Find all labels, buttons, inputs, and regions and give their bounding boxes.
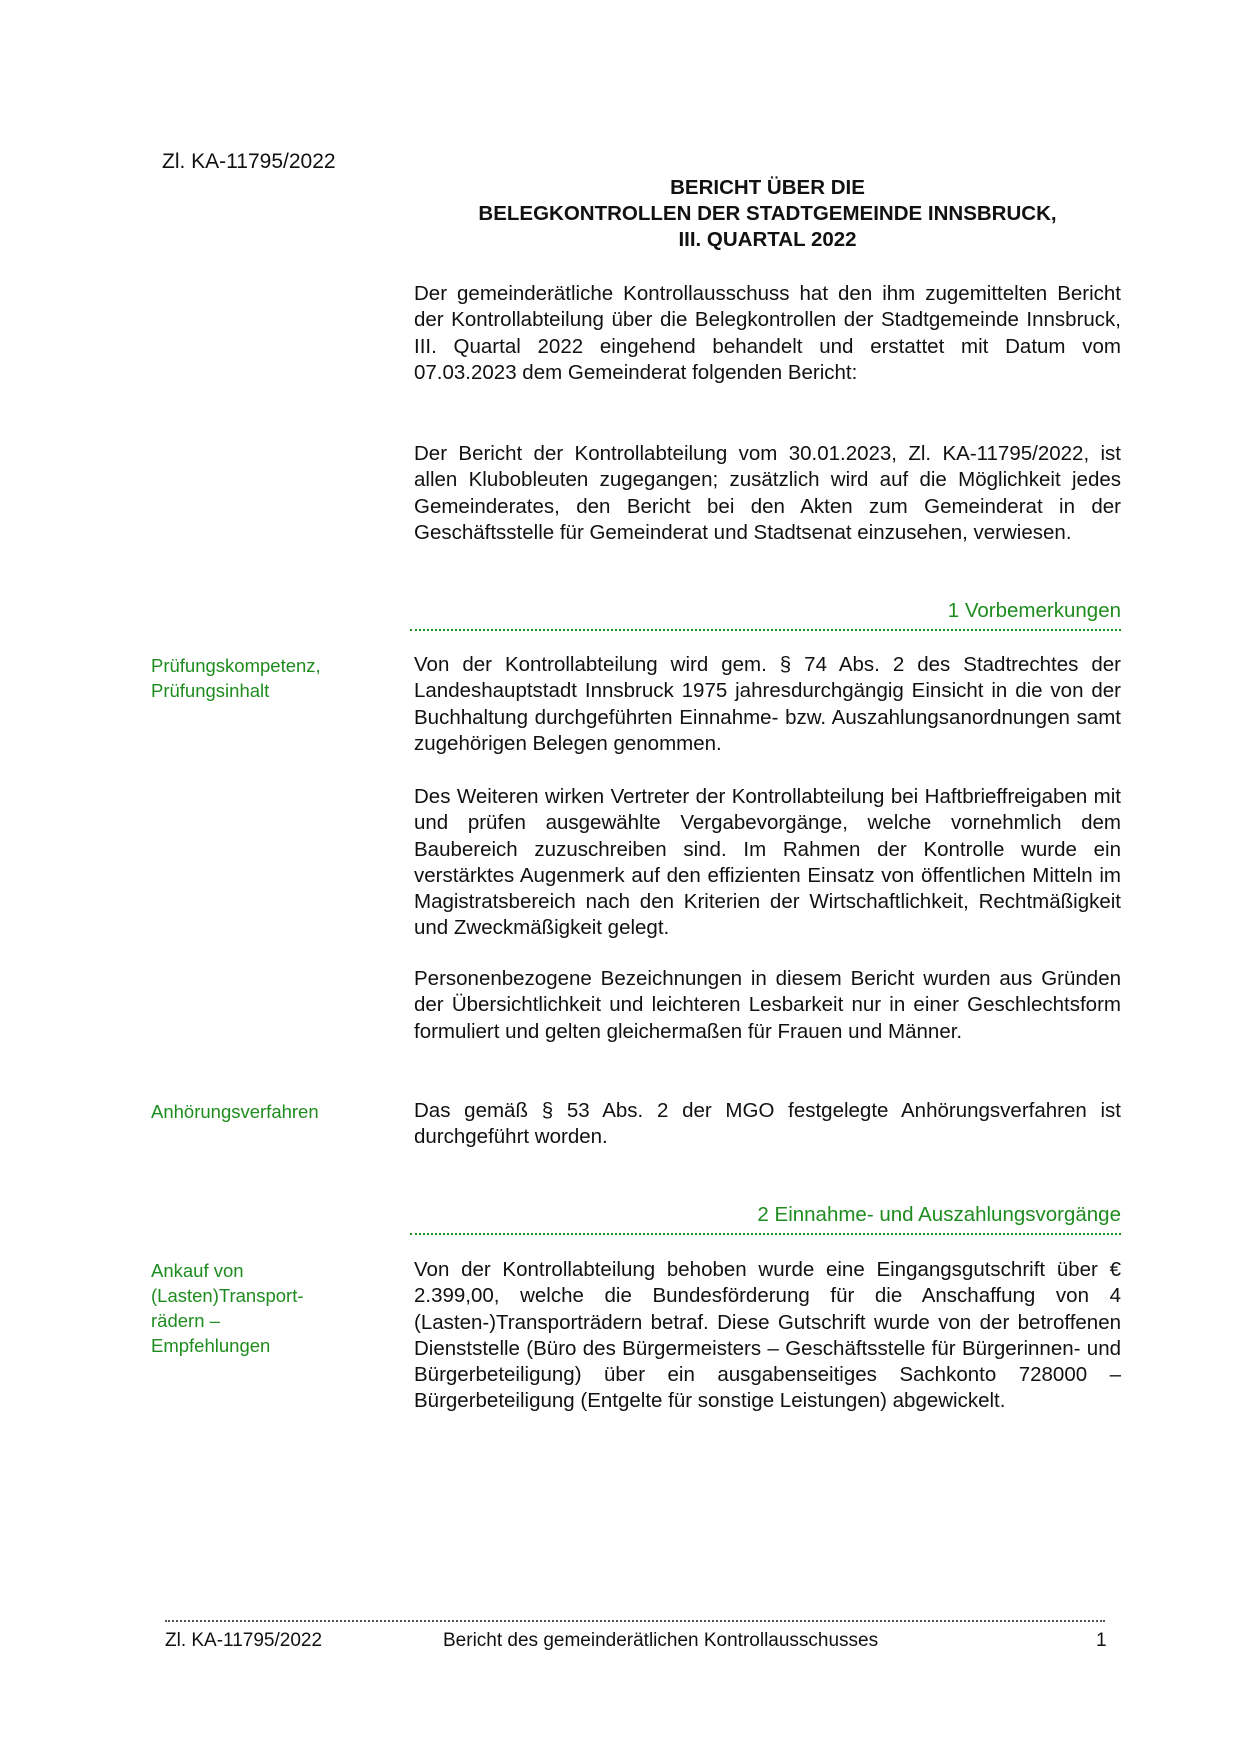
- intro-paragraph: [414, 441, 1121, 546]
- footer-title: Bericht des gemeinderätlichen Kontrollausschusses: [443, 1630, 879, 1651]
- section-paragraph: Personenbezogene Bezeichnungen in diesem Bericht wurden aus Gründen der Übersichtlichkeit und leichteren Lesbarkeit nur in einer Geschlechtsform formuliert und gelten gleichermaßen für Frauen und Männer.: [414, 967, 1121, 1043]
- section-paragraph: Des Weiteren wirken Vertreter der Kontrollabteilung bei Haftbrieffreigaben mit und prüfen ausgewählte Vergabevorgänge, welche vornehmlich dem Baubereich zuzuschreiben sind. Im Rahmen der Kontrolle wurde ein verstärktes Augenmerk auf den effizienten Einsatz von öffentlichen Mitteln im Magistratsbereich nach den Kriterien der Wirtschaftlichkeit, Rechtmäßigkeit und Zweckmäßigkeit gelegt.: [414, 785, 1121, 940]
- section-paragraph: Von der Kontrollabteilung wird gem. § 74 Abs. 2 des Stadtrechtes der Landeshauptstadt Innsbruck 1975 jahresdurchgängig Einsicht in die von der Buchhaltung durchgeführten Einnahme- bzw. Auszahlungsanordnungen samt zugehörigen Belegen genommen.: [414, 653, 1121, 755]
- title-line: BELEGKONTROLLEN DER STADTGEMEINDE INNSBRUCK,: [478, 202, 1057, 225]
- section-paragraph: Das gemäß § 53 Abs. 2 der MGO festgelegte Anhörungsverfahren ist durchgeführt worden.: [414, 1099, 1121, 1149]
- intro-paragraph: [414, 281, 1121, 386]
- margin-note: Anhörungsverfahren: [151, 1101, 319, 1122]
- footer-reference: Zl. KA-11795/2022: [165, 1630, 323, 1651]
- section-heading-vorbemerkungen: 1 Vorbemerkungen: [410, 599, 1121, 631]
- margin-note: Prüfungskompetenz, Prüfungsinhalt: [151, 655, 321, 701]
- title-line: III. QUARTAL 2022: [678, 228, 857, 251]
- page-number: 1: [1096, 1630, 1107, 1651]
- section-heading-einnahmen: 2 Einnahme- und Auszahlungsvorgänge: [410, 1203, 1121, 1235]
- paragraph-text: Der gemeinderätliche Kontrollausschuss hat den ihm zugemittelten Bericht der Kontrollabteilung über die Belegkontrollen der Stadtgemeinde Innsbruck, III. Quartal 2022 eingehend behandelt und erstattet mit Datum vom 07.03.2023 dem Gemeinderat folgenden Bericht:: [414, 282, 1121, 384]
- footer-divider: [165, 1620, 1105, 1622]
- title-line: BERICHT ÜBER DIE: [670, 176, 865, 199]
- paragraph-text: Der Bericht der Kontrollabteilung vom 30.01.2023, Zl. KA-11795/2022, ist allen Klubobleuten zugegangen; zusätzlich wird auf die Möglichkeit jedes Gemeinderates, den Bericht bei den Akten zum Gemeinderat in der Geschäftsstelle für Gemeinderat und Stadtsenat einzusehen, verwiesen.: [414, 442, 1121, 544]
- section-paragraph: Von der Kontrollabteilung behoben wurde eine Eingangsgutschrift über € 2.399,00, welche die Bundesförderung für die Anschaffung von 4 (Lasten-)Transporträdern betraf. Diese Gutschrift wurde von der betroffenen Dienststelle (Büro des Bürgermeisters – Geschäftsstelle für Bürgerinnen- und Bürgerbeteiligung) über ein ausgabenseitiges Sachkonto 728000 – Bürgerbeteiligung (Entgelte für sonstige Leistungen) abgewickelt.: [414, 1258, 1121, 1413]
- document-title: [414, 175, 1121, 253]
- document-reference: Zl. KA-11795/2022: [162, 150, 336, 173]
- margin-note: Ankauf von (Lasten)Transport-rädern – Empfehlungen: [151, 1260, 304, 1356]
